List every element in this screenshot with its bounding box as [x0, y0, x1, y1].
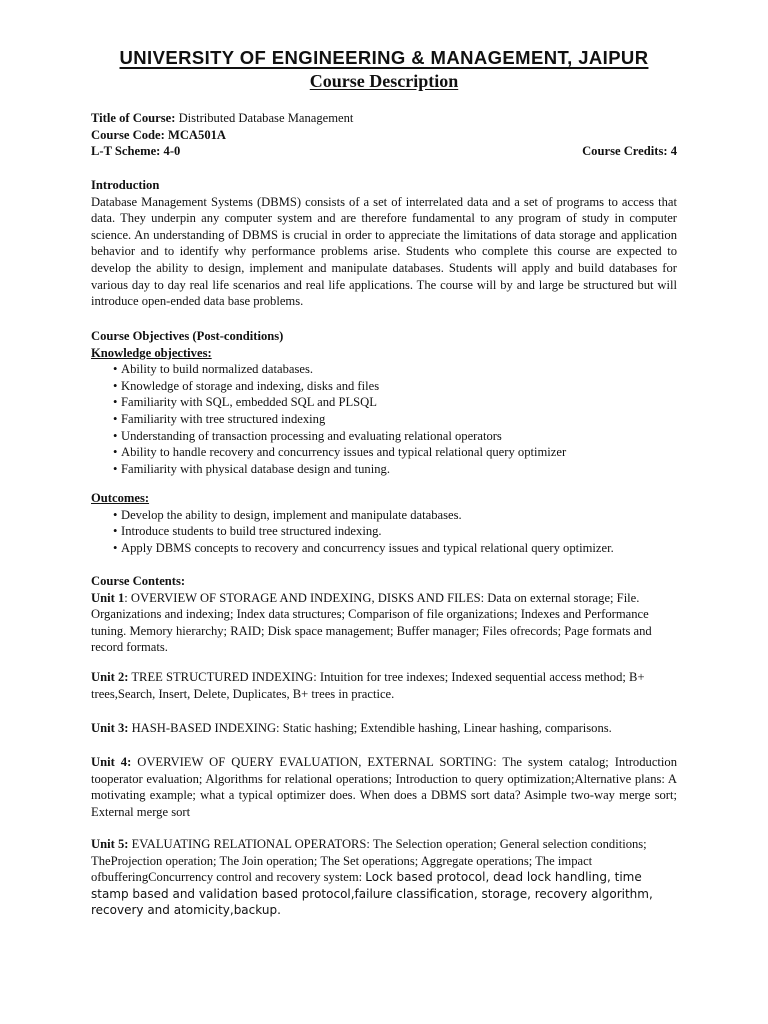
introduction-text: Database Management Systems (DBMS) consists of a set of interrelated data and a set of programs to access that data. They underpin any computer system and are therefore fundamental to any program of study in computer science. An understanding of DBMS is crucial in order to appreciate the limitations of data storage and application behavior and to identify why performance problems arise. Students who complete this course are expected to develop the ability to design, implement and manipulate databases. Students will apply and build databases for various day to day real life scenarios and real life applications. The course will by and large be structured but will introduce open-ended data base problems.: [91, 194, 677, 309]
unit-1-text: : OVERVIEW OF STORAGE AND INDEXING, DISKS AND FILES: Data on external storage; File. Organizations and indexing; Index data structures; Comparison of file organizations; Indexes and Performance tuning. Memory hierarchy; RAID; Disk space management; Buffer manager; Files ofrecords; Page formats and record formats.: [91, 590, 652, 655]
contents-section: [91, 573, 677, 656]
course-info: [91, 110, 677, 160]
lt-scheme: L-T Scheme: 4-0: [91, 144, 181, 159]
course-title-value: Distributed Database Management: [178, 111, 354, 125]
introduction-heading: Introduction: [91, 178, 160, 192]
unit-4-label: Unit 4:: [91, 755, 132, 769]
contents-heading: Course Contents:: [91, 574, 186, 588]
unit-5: [91, 836, 677, 919]
objectives-list: [91, 361, 677, 477]
list-item: • Introduce students to build tree structured indexing.: [113, 523, 677, 540]
course-credits: Course Credits: 4: [582, 144, 677, 159]
knowledge-objectives-heading: Knowledge objectives:: [91, 345, 212, 360]
list-item: • Familiarity with SQL, embedded SQL and PLSQL: [113, 394, 677, 411]
course-code: Course Code: MCA501A: [91, 127, 227, 142]
unit-2-label: Unit 2:: [91, 670, 129, 684]
unit-2: [91, 669, 677, 702]
outcomes-heading: Outcomes:: [91, 491, 150, 505]
list-item: • Ability to handle recovery and concurrency issues and typical relational query optimizer: [113, 444, 677, 461]
unit-5-label: Unit 5:: [91, 837, 129, 851]
course-title-line: [91, 110, 677, 127]
list-item: • Understanding of transaction processing and evaluating relational operators: [113, 428, 677, 445]
unit-2-text: TREE STRUCTURED INDEXING: Intuition for tree indexes; Indexed sequential access method; B+ trees,Search, Insert, Delete, Duplicates, B+ trees in practice.: [91, 670, 645, 701]
list-item: • Knowledge of storage and indexing, disks and files: [113, 378, 677, 395]
unit-4-text: OVERVIEW OF QUERY EVALUATION, EXTERNAL SORTING: The system catalog; Introduction tooperator evaluation; Algorithms for relational operations; Introduction to query optimization;Alternative plans: A motivating example; what a typical optimizer does. When does a DBMS sort data? Asimple two-way merge sort; External merge sort: [91, 755, 677, 819]
list-item: • Apply DBMS concepts to recovery and concurrency issues and typical relational query optimizer.: [113, 540, 677, 557]
list-item: • Develop the ability to design, implement and manipulate databases.: [113, 507, 677, 524]
unit-1: [91, 590, 677, 656]
university-name: UNIVERSITY OF ENGINEERING & MANAGEMENT, JAIPUR: [119, 47, 649, 68]
objectives-heading: Course Objectives (Post-conditions): [91, 329, 284, 343]
objectives-section: [91, 328, 677, 477]
scheme-credits-row: [91, 143, 677, 160]
document-title: Course Description: [309, 71, 459, 91]
list-item: • Familiarity with tree structured indexing: [113, 411, 677, 428]
outcomes-list: [91, 507, 677, 557]
unit-3-label: Unit 3:: [91, 721, 129, 735]
unit-4: [91, 754, 677, 820]
unit-5-text: EVALUATING RELATIONAL OPERATORS: The Selection operation; General selection conditions; TheProjection operation; The Join operation; The Set operations; Aggregate operations; The impact ofbufferingConcurrency control and recovery system:: [91, 837, 647, 885]
unit-5-text-tail: Lock based protocol, dead lock handling, time stamp based and validation based protocol,failure classification, storage, recovery algorithm, recovery and atomicity,backup.: [91, 870, 653, 918]
list-item: • Ability to build normalized databases.: [113, 361, 677, 378]
course-title-label: Title of Course:: [91, 111, 176, 125]
unit-1-label: Unit 1: [91, 590, 125, 605]
list-item: • Familiarity with physical database design and tuning.: [113, 461, 677, 478]
outcomes-section: [91, 490, 677, 556]
unit-3: [91, 720, 677, 737]
unit-3-text: HASH-BASED INDEXING: Static hashing; Extendible hashing, Linear hashing, comparisons.: [128, 721, 612, 735]
introduction-section: [91, 177, 677, 310]
